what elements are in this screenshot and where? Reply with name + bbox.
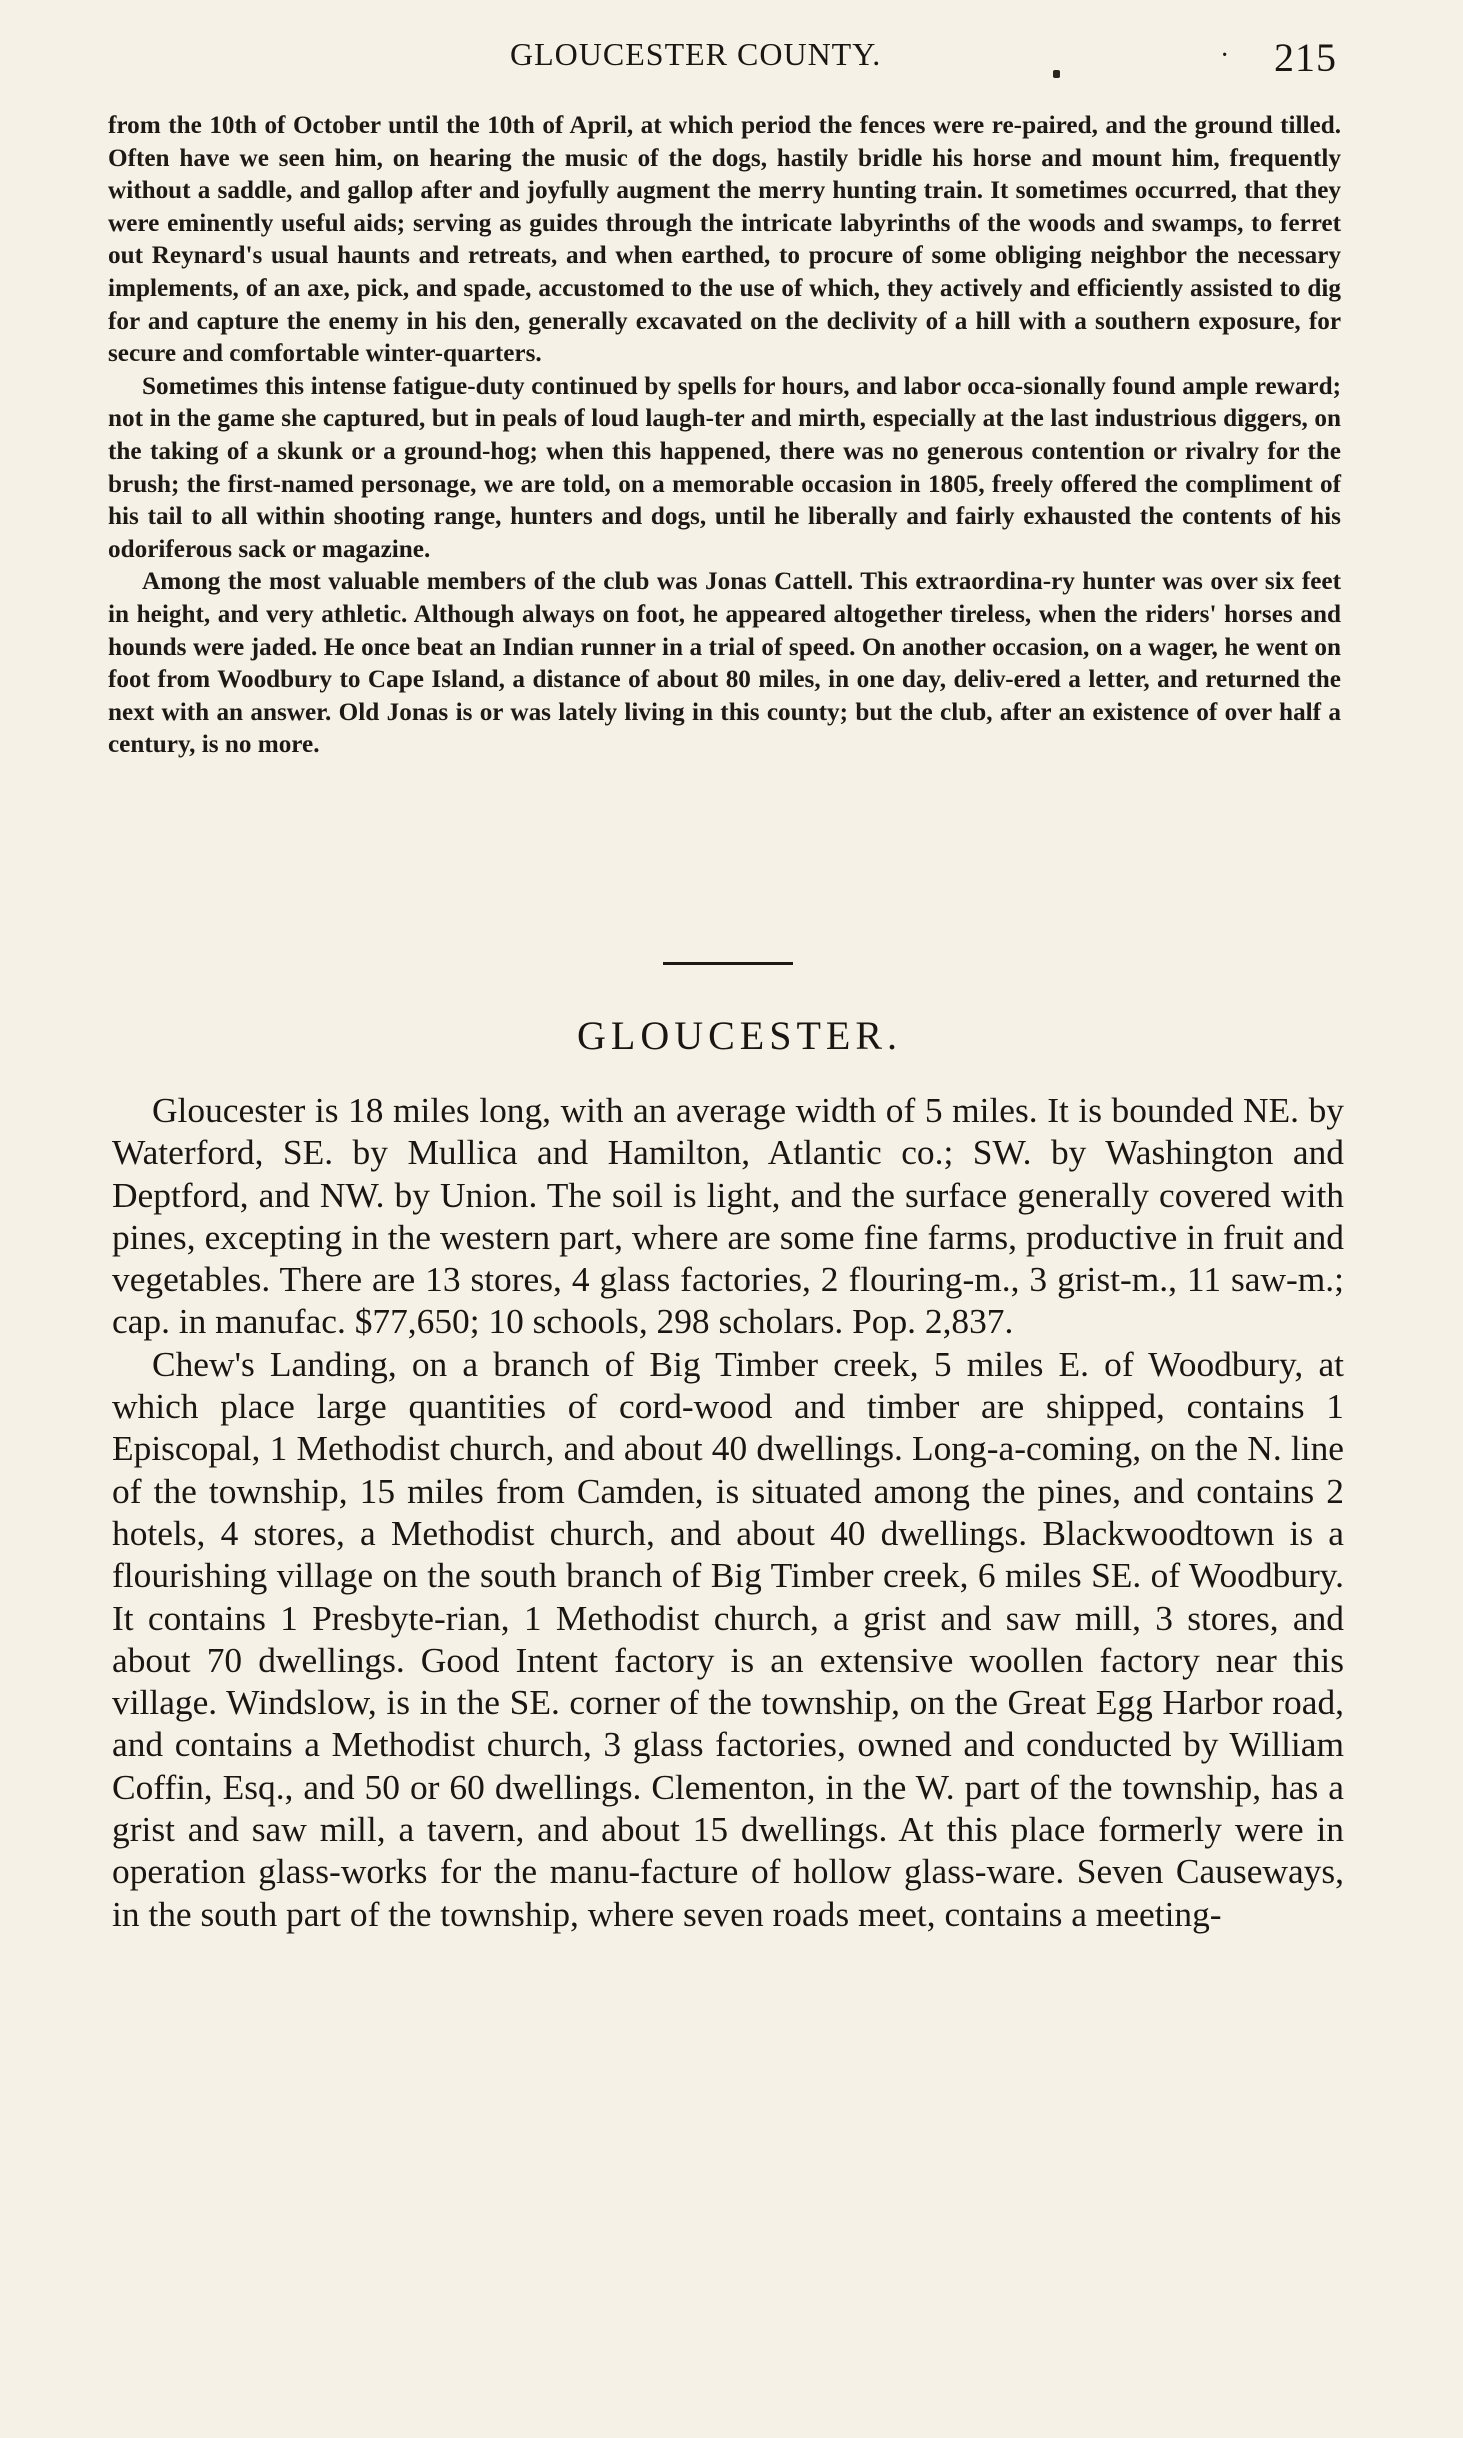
section-divider	[663, 962, 793, 965]
header-dot: ·	[1220, 40, 1230, 71]
continued-paragraph-3: Among the most valuable members of the club was Jonas Cattell. This extraordina-ry hunter was over six feet in height, and very athletic. Although always on foot, he appeared altogether tireless, when the riders' horses and hounds were jaded. He once beat an Indian runner in a trial of speed. On another occasion, on a wager, he went on foot from Woodbury to Cape Island, a distance of about 80 miles, in one day, deliv-ered a letter, and returned the next with an answer. Old Jonas is or was lately living in this county; but the club, after an existence of over half a century, is no more.	[108, 568, 1341, 759]
page-number: 215	[1274, 35, 1337, 80]
print-fleck	[1053, 70, 1060, 78]
running-head: GLOUCESTER COUNTY.	[510, 36, 882, 72]
section-title: GLOUCESTER.	[577, 1013, 902, 1058]
continued-text	[108, 110, 1341, 762]
page-header	[0, 30, 1463, 90]
continued-paragraph-1: from the 10th of October until the 10th of April, at which period the fences were re-paired, and the ground tilled. Often have we seen him, on hearing the music of the dogs, hastily bridle his horse and mount him, frequently without a saddle, and gallop after and joyfully augment the merry hunting train. It sometimes occurred, that they were eminently useful aids; serving as guides through the intricate labyrinths of the woods and swamps, to ferret out Reynard's usual haunts and retreats, and when earthed, to procure of some obliging neighbor the necessary implements, of an axe, pick, and spade, accustomed to the use of which, they actively and efficiently assisted to dig for and capture the enemy in his den, generally excavated on the declivity of a hill with a southern exposure, for secure and comfortable winter-quarters.	[108, 112, 1341, 368]
continued-paragraph-2: Sometimes this intense fatigue-duty continued by spells for hours, and labor occa-sionally found ample reward; not in the game she captured, but in peals of loud laugh-ter and mirth, especially at the last industrious diggers, on the taking of a skunk or a ground-hog; when this happened, there was no generous contention or rivalry for the brush; the first-named personage, we are told, on a memorable occasion in 1805, freely offered the compliment of his tail to all within shooting range, hunters and dogs, until he liberally and fairly exhausted the contents of his odoriferous sack or magazine.	[108, 372, 1341, 563]
section-body	[112, 1089, 1344, 1935]
section-paragraph-1: Gloucester is 18 miles long, with an average width of 5 miles. It is bounded NE. by Waterford, SE. by Mullica and Hamilton, Atlantic co.; SW. by Washington and Deptford, and NW. by Union. The soil is light, and the surface generally covered with pines, excepting in the western part, where are some fine farms, productive in fruit and vegetables. There are 13 stores, 4 glass factories, 2 flouring-m., 3 grist-m., 11 saw-m.; cap. in manufac. $77,650; 10 schools, 298 scholars. Pop. 2,837.	[112, 1090, 1344, 1342]
section-paragraph-2: Chew's Landing, on a branch of Big Timber creek, 5 miles E. of Woodbury, at which place large quantities of cord-wood and timber are shipped, contains 1 Episcopal, 1 Methodist church, and about 40 dwellings. Long-a-coming, on the N. line of the township, 15 miles from Camden, is situated among the pines, and contains 2 hotels, 4 stores, a Methodist church, and about 40 dwellings. Blackwoodtown is a flourishing village on the south branch of Big Timber creek, 6 miles SE. of Woodbury. It contains 1 Presbyte-rian, 1 Methodist church, a grist and saw mill, 3 stores, and about 70 dwellings. Good Intent factory is an extensive woollen factory near this village. Windslow, is in the SE. corner of the township, on the Great Egg Harbor road, and contains a Methodist church, 3 glass factories, owned and conducted by William Coffin, Esq., and 50 or 60 dwellings. Clementon, in the W. part of the township, has a grist and saw mill, a tavern, and about 15 dwellings. At this place formerly were in operation glass-works for the manu-facture of hollow glass-ware. Seven Causeways, in the south part of the township, where seven roads meet, contains a meeting-	[112, 1343, 1344, 1934]
